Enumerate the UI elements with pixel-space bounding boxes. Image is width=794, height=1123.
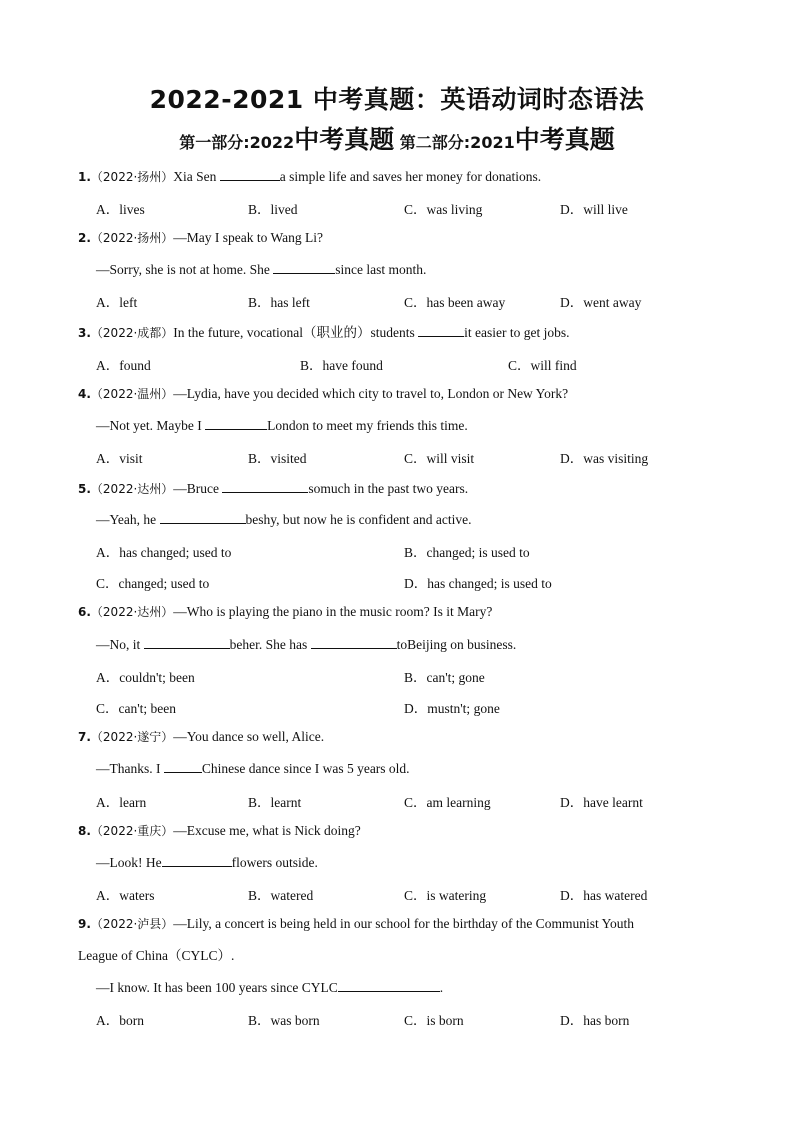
option-d[interactable]: D．mustn't; gone (404, 701, 500, 716)
question-1-options (0, 198, 794, 216)
stem-text: —Yeah, he (96, 512, 160, 527)
stem-text: London to meet my friends this time. (267, 418, 468, 433)
subtitle-part1-big: 中考真题 (294, 125, 395, 154)
question-number: 5. (78, 482, 91, 496)
question-number: 4. (78, 387, 91, 401)
question-number: 1. (78, 170, 91, 184)
question-5-options-row-1 (0, 541, 794, 559)
question-5-options-row-2 (0, 572, 794, 590)
stem-text: —Who is playing the piano in the music room? Is it Mary? (173, 604, 493, 619)
option-c[interactable]: C．was living (404, 202, 483, 217)
stem-text: —Thanks. I (96, 761, 164, 776)
question-2-line-2 (96, 260, 426, 279)
question-3-stem (78, 323, 569, 342)
option-d[interactable]: D．will live (560, 202, 628, 217)
option-a[interactable]: A．waters (96, 888, 155, 903)
question-5-stem (78, 479, 468, 498)
question-1-stem (78, 167, 541, 186)
subtitle-part2-big: 中考真题 (514, 125, 615, 154)
question-source: （2022·温州） (90, 387, 174, 401)
stem-text: flowers outside. (231, 855, 318, 870)
stem-text: toBeijing on business. (396, 637, 517, 652)
stem-text: —Lydia, have you decided which city to travel to, London or New York? (173, 386, 569, 401)
option-c[interactable]: C．changed; used to (96, 576, 210, 591)
stem-text: —Bruce (173, 481, 223, 496)
question-2-stem (78, 229, 323, 247)
option-a[interactable]: A．lives (96, 202, 145, 217)
question-3-options (0, 354, 794, 372)
question-source: （2022·泸县） (90, 917, 174, 931)
question-9-options (0, 1009, 794, 1027)
stem-text: Xia Sen (173, 169, 220, 184)
option-c[interactable]: C．is born (404, 1013, 464, 1028)
question-4-options (0, 447, 794, 465)
answer-blank[interactable] (222, 479, 308, 493)
question-source: （2022·达州） (90, 482, 174, 496)
question-7-line-2 (96, 759, 410, 778)
stem-text: —Not yet. Maybe I (96, 418, 206, 433)
stem-text: since last month. (335, 262, 427, 277)
question-source: （2022·达州） (90, 605, 174, 619)
question-7-stem (78, 728, 324, 746)
stem-text: —Look! He (96, 855, 162, 870)
option-d[interactable]: D．has born (560, 1013, 630, 1028)
option-a[interactable]: A．has changed; used to (96, 545, 232, 560)
answer-blank[interactable] (273, 260, 335, 274)
option-a[interactable]: A．found (96, 358, 151, 373)
question-6-options-row-1 (0, 666, 794, 684)
question-4-line-2 (96, 416, 468, 435)
option-c[interactable]: C．am learning (404, 795, 491, 810)
option-c[interactable]: C．will find (508, 358, 577, 373)
stem-text: League of China（CYLC）. (78, 948, 235, 963)
answer-blank[interactable] (162, 853, 232, 867)
answer-blank[interactable] (164, 759, 202, 773)
option-b[interactable]: B．have found (300, 358, 383, 373)
option-a[interactable]: A．visit (96, 451, 143, 466)
option-a[interactable]: A．born (96, 1013, 144, 1028)
stem-text: —Excuse me, what is Nick doing? (173, 823, 361, 838)
question-source: （2022·重庆） (90, 824, 174, 838)
question-6-line-2 (96, 635, 516, 654)
question-7-options (0, 791, 794, 809)
subtitle-part2-label: 第二部分:2021 (399, 133, 515, 152)
question-source: （2022·扬州） (90, 170, 174, 184)
question-9-line-3 (96, 978, 443, 997)
question-number: 3. (78, 326, 91, 340)
option-b[interactable]: B．learnt (248, 795, 302, 810)
stem-text: —You dance so well, Alice. (173, 729, 325, 744)
question-number: 8. (78, 824, 91, 838)
stem-text: —Sorry, she is not at home. She (96, 262, 274, 277)
stem-text: beshy, but now he is confident and active. (245, 512, 472, 527)
question-8-line-2 (96, 853, 318, 872)
stem-text: —No, it (96, 637, 144, 652)
question-9-line-2 (78, 947, 234, 965)
page-subtitle (0, 120, 794, 156)
question-5-line-2 (96, 510, 471, 529)
stem-text: . (439, 980, 444, 995)
question-source: （2022·扬州） (90, 231, 174, 245)
question-6-stem (78, 603, 492, 621)
option-b[interactable]: B．was born (248, 1013, 320, 1028)
option-d[interactable]: D．went away (560, 295, 642, 310)
option-d[interactable]: D．has watered (560, 888, 648, 903)
option-c[interactable]: C．can't; been (96, 701, 177, 716)
stem-text: somuch in the past two years. (308, 481, 469, 496)
option-d[interactable]: D．have learnt (560, 795, 643, 810)
question-8-stem (78, 822, 361, 840)
stem-text: In the future, vocational（职业的）students (173, 325, 419, 340)
option-c[interactable]: C．will visit (404, 451, 475, 466)
stem-text: beher. She has (229, 637, 311, 652)
stem-text: Chinese dance since I was 5 years old. (201, 761, 410, 776)
answer-blank[interactable] (144, 635, 230, 649)
option-b[interactable]: B．lived (248, 202, 298, 217)
option-d[interactable]: D．was visiting (560, 451, 649, 466)
question-4-stem (78, 385, 568, 403)
question-8-options (0, 884, 794, 902)
option-c[interactable]: C．is watering (404, 888, 487, 903)
option-b[interactable]: B．visited (248, 451, 307, 466)
option-c[interactable]: C．has been away (404, 295, 506, 310)
page-title: 2022-2021 中考真题：英语动词时态语法 (149, 85, 645, 114)
option-a[interactable]: A．learn (96, 795, 147, 810)
answer-blank[interactable] (220, 167, 280, 181)
answer-blank[interactable] (205, 416, 267, 430)
question-number: 7. (78, 730, 91, 744)
option-a[interactable]: A．couldn't; been (96, 670, 195, 685)
stem-text: —I know. It has been 100 years since CYLC (96, 980, 338, 995)
stem-text: —Lily, a concert is being held in our school for the birthday of the Communist Youth (173, 916, 634, 931)
option-b[interactable]: B．can't; gone (404, 670, 485, 685)
answer-blank[interactable] (160, 510, 246, 524)
question-source: （2022·成都） (90, 326, 174, 340)
answer-blank[interactable] (418, 323, 464, 337)
option-a[interactable]: A．left (96, 295, 138, 310)
question-number: 6. (78, 605, 91, 619)
stem-text: a simple life and saves her money for donations. (279, 169, 542, 184)
option-b[interactable]: B．has left (248, 295, 310, 310)
answer-blank[interactable] (311, 635, 397, 649)
question-number: 2. (78, 231, 91, 245)
question-source: （2022·遂宁） (90, 730, 174, 744)
stem-text: —May I speak to Wang Li? (173, 230, 324, 245)
option-d[interactable]: D．has changed; is used to (404, 576, 552, 591)
question-9-stem (78, 915, 634, 933)
option-b[interactable]: B．watered (248, 888, 314, 903)
subtitle-part1-label: 第一部分:2022 (179, 133, 295, 152)
option-b[interactable]: B．changed; is used to (404, 545, 530, 560)
question-number: 9. (78, 917, 91, 931)
stem-text: it easier to get jobs. (464, 325, 570, 340)
answer-blank[interactable] (338, 978, 440, 992)
question-6-options-row-2 (0, 697, 794, 715)
question-2-options (0, 291, 794, 309)
